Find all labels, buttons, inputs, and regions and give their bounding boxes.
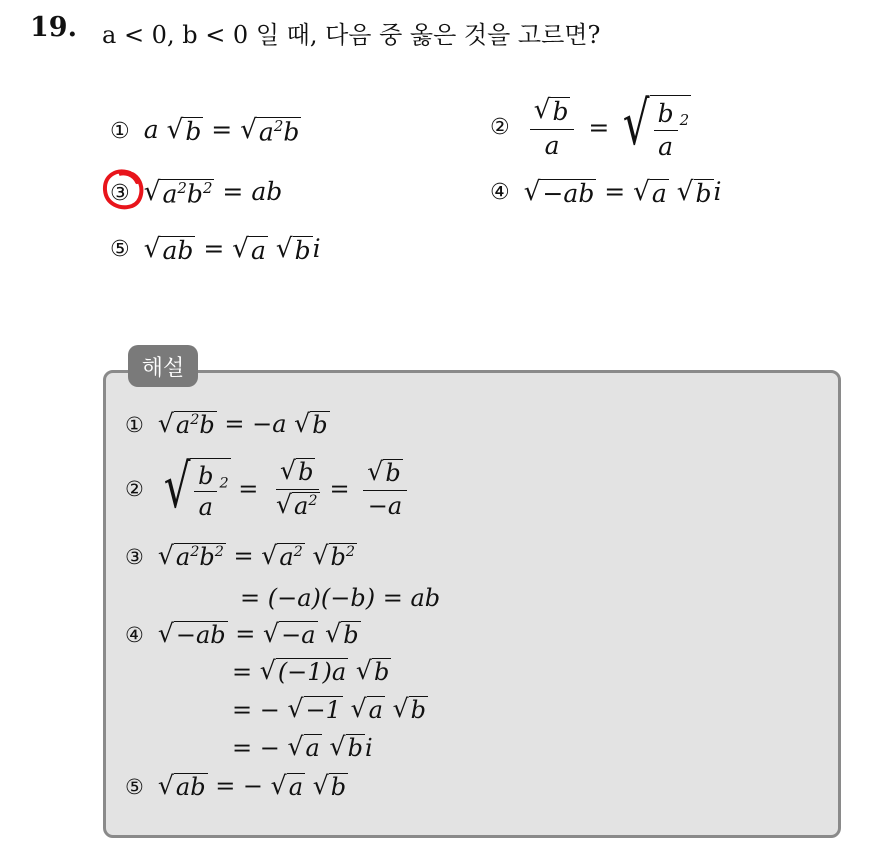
choice-2-number: ② <box>490 115 510 140</box>
choice-4-number: ④ <box>490 180 510 206</box>
solution-line-4d: = − √ a √ b i <box>232 732 373 763</box>
choice-3[interactable] <box>110 177 282 209</box>
solution-box <box>103 370 841 838</box>
choice-1-formula: a √ b = √ $a^2b$ <box>143 115 300 147</box>
choice-5-number: ⑤ <box>110 237 130 263</box>
choice-2[interactable] <box>490 89 691 161</box>
solution-line-2: ② √ $\frac{b}{a}$ $^2$ = √ b √ $a^2$ = √ b −a <box>125 458 413 521</box>
solution-number-4: ④ <box>125 622 144 647</box>
choice-1-number: ① <box>110 118 130 144</box>
choice-4[interactable] <box>490 177 722 209</box>
solution-number-1: ① <box>125 412 144 437</box>
question-number: 19. <box>30 12 77 43</box>
solution-tag: 해설 <box>128 345 198 387</box>
solution-line-4: ④ √ −ab = √ −a √ b <box>125 619 359 649</box>
solution-line-5: ⑤ √ ab = − √ a √ b <box>125 771 347 801</box>
solution-line-4c: = − √ −1 √ a √ b <box>232 694 427 725</box>
question-text: a < 0, b < 0 일 때, 다음 중 옳은 것을 고르면? <box>102 21 601 49</box>
solution-line-4b: = √ (−1)a √ b <box>232 656 390 687</box>
solution-number-3: ③ <box>125 544 144 569</box>
choice-2-formula: √ b a = √ $\frac{b}{a}$ $^2$ <box>524 95 691 160</box>
solution-number-2: ② <box>125 477 144 502</box>
solution-line-3: ③ √ $a^2b^2$ = √ $a^2$ √ $b^2$ <box>125 541 356 571</box>
solution-line-3b: = (−a)(−b) = ab <box>240 584 441 612</box>
choice-4-formula: √ −ab = √ a √ b i <box>523 177 722 208</box>
choice-3-number: ③ <box>110 180 130 206</box>
solution-line-1: ① √ $a^2b$ = −a √ b <box>125 409 328 439</box>
choice-5[interactable] <box>110 234 321 266</box>
choice-5-formula: √ ab = √ a √ b i <box>143 234 321 265</box>
solution-number-5: ⑤ <box>125 774 144 799</box>
choice-1[interactable] <box>110 115 301 147</box>
choice-3-formula: √ $a^2b^2$ = ab <box>143 177 283 209</box>
